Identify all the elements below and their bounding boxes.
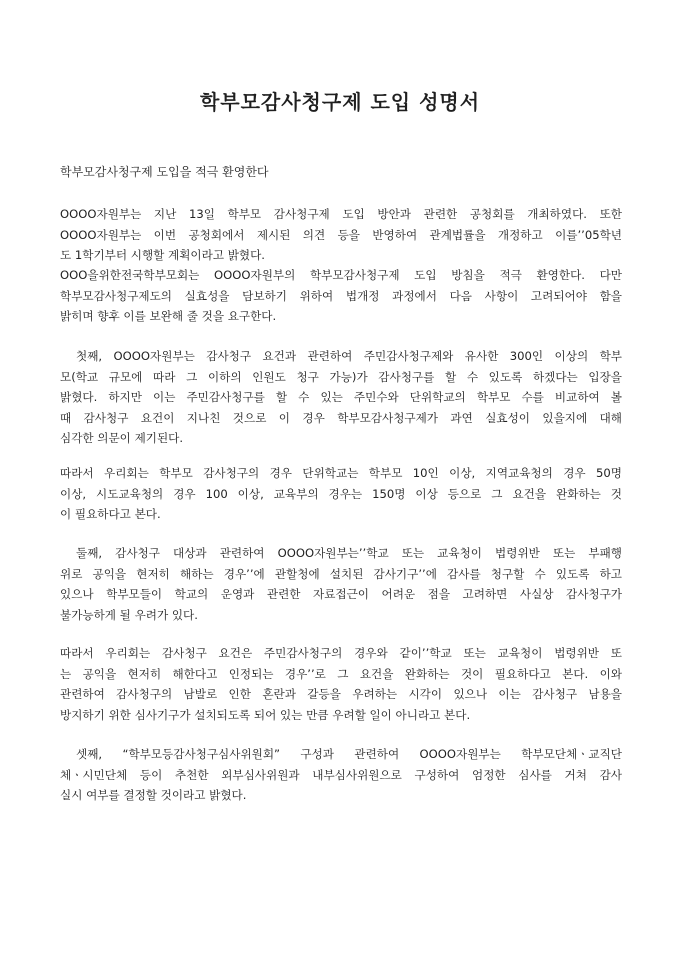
paragraph-line: OOOO자원부는 지난 13일 학부모 감사청구제 도입 방안과 관련한 공청회를 개최하였다. 또한 — [60, 207, 622, 221]
paragraph-line: 있으나 학부모들이 학교의 운영과 관련한 자료접근이 어려운 점을 고려하면 사실상 감사청구가 — [60, 587, 622, 601]
paragraph-line: 때 감사청구 요건이 지나친 것으로 이 경우 학부모감사청구제가 과연 실효성이 있을지에 대해 — [60, 410, 622, 425]
paragraph-line: 따라서 우리회는 감사청구 요건은 주민감사청구의 경우와 같이’’학교 또는 교육청이 법령위반 또 — [60, 646, 622, 660]
paragraph-line: 실시 여부를 결정할 것이라고 밝혔다. — [60, 788, 247, 802]
document-title: 학부모감사청구제 도입 성명서 — [199, 90, 481, 114]
paragraph-line: 둘째, 감사청구 대상과 관련하여 OOOO자원부는’’학교 또는 교육청이 법령위반 또는 부패행 — [76, 546, 622, 560]
paragraph-3 — [60, 346, 622, 449]
paragraph-line: 위로 공익을 현저히 해하는 경우’’에 관할청에 설치된 감사기구’’에 감사를 청구할 수 있도록 하고 — [60, 566, 622, 581]
document-subtitle: 학부모감사청구제 도입을 적극 환영한다 — [60, 165, 269, 179]
paragraph-line: 이상, 시도교육청의 경우 100 이상, 교육부의 경우는 150명 이상 등으로 그 요건을 완화하는 것 — [60, 486, 622, 501]
paragraph-line: 심각한 의문이 제기된다. — [60, 431, 184, 445]
paragraph-1 — [60, 204, 622, 266]
paragraph-7 — [60, 744, 622, 806]
paragraph-line: 밝혔다. 하지만 이는 주민감사청구를 할 수 있는 주민수와 단위학교의 학부모 수를 비교하여 볼 — [60, 390, 622, 404]
paragraph-line: 도 1학기부터 시행할 계획이라고 밝혔다. — [60, 248, 265, 262]
paragraph-line: 는 공익을 현저히 해한다고 인정되는 경우’’로 그 요건을 완화하는 것이 필요하다고 본다. 이와 — [60, 666, 622, 681]
paragraph-line: 관련하여 감사청구의 남발로 인한 혼란과 갈등을 우려하는 시각이 있으나 이는 감사청구 남용을 — [60, 687, 622, 701]
paragraph-line: 불가능하게 될 우려가 있다. — [60, 607, 198, 622]
paragraph-2 — [60, 265, 622, 327]
paragraph-line: 모(학교 규모에 따라 그 이하의 인원도 청구 가능)가 감사청구를 할 수 있도록 하겠다는 입장을 — [60, 369, 622, 384]
paragraph-line: OOO을위한전국학부모회는 OOOO자원부의 학부모감사청구제 도입 방침을 적극 환영한다. 다만 — [60, 268, 622, 282]
paragraph-line: 체ㆍ시민단체 등이 추천한 외부심사위원과 내부심사위원으로 구성하여 엄정한 심사를 거쳐 감사 — [60, 767, 622, 782]
paragraph-line: 셋째, “학부모등감사청구심사위원회” 구성과 관련하여 OOOO자원부는 학부모단체ㆍ교직단 — [76, 747, 622, 761]
paragraph-4 — [60, 463, 622, 525]
paragraph-5 — [60, 543, 622, 625]
paragraph-line: 방지하기 위한 심사기구가 설치되도록 되어 있는 만큼 우려할 일이 아니라고 본다. — [60, 707, 471, 722]
paragraph-line: 첫째, OOOO자원부는 감사청구 요건과 관련하여 주민감사청구제와 유사한 300인 이상의 학부 — [76, 349, 622, 363]
paragraph-line: OOOO자원부는 이번 공청회에서 제시된 의견 등을 반영하여 관계법률을 개정하고 이를’’05학년 — [60, 227, 622, 242]
paragraph-line: 학부모감사청구제도의 실효성을 담보하기 위하여 법개정 과정에서 다음 사항이 고려되어야 함을 — [60, 288, 622, 303]
paragraph-line: 이 필요하다고 본다. — [60, 507, 161, 521]
paragraph-line: 밝히며 향후 이를 보완해 줄 것을 요구한다. — [60, 309, 277, 323]
paragraph-line: 따라서 우리회는 학부모 감사청구의 경우 단위학교는 학부모 10인 이상, 지역교육청의 경우 50명 — [60, 466, 622, 480]
paragraph-6 — [60, 643, 622, 725]
